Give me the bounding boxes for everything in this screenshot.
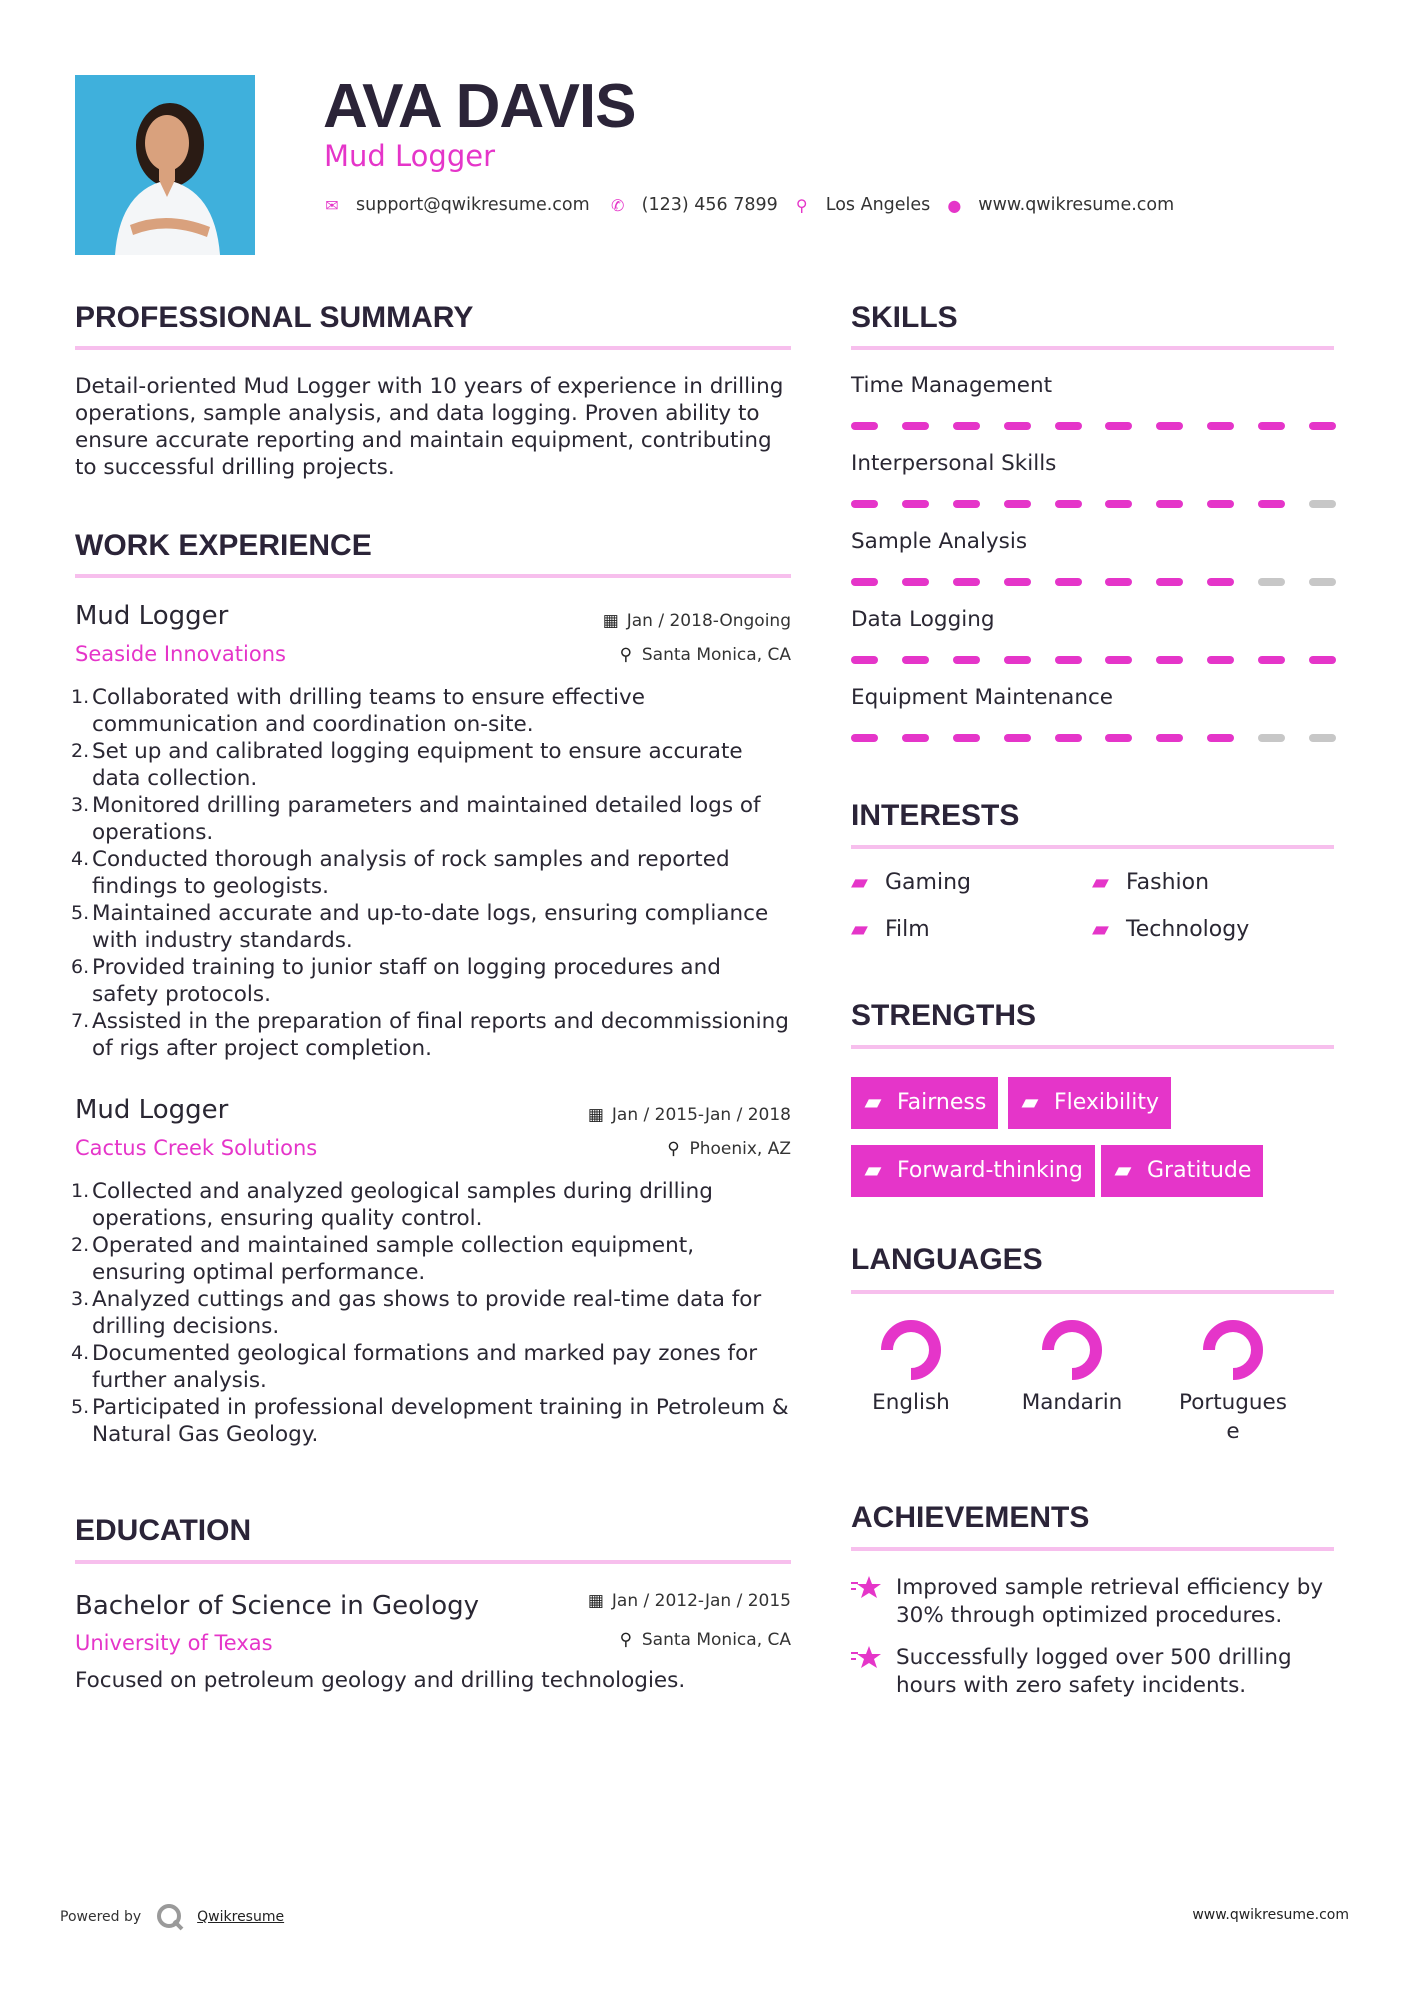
job-title: Mud Logger	[75, 1095, 229, 1125]
job-location-text: Santa Monica, CA	[641, 645, 791, 665]
skill-level-segment	[1055, 734, 1082, 742]
book-icon: ▰	[864, 1158, 882, 1183]
footer-url[interactable]: www.qwikresume.com	[1192, 1907, 1349, 1923]
skill-level-segment	[1105, 578, 1132, 586]
book-icon: ▰	[851, 917, 868, 942]
list-item: Participated in professional development training in Petroleum & Natural Gas Geology.	[92, 1395, 789, 1447]
skill-name: Data Logging	[851, 607, 995, 632]
skill-level-segment	[1207, 656, 1234, 664]
achievements-heading: ACHIEVEMENTS	[851, 1501, 1090, 1534]
skill-level-segment	[1156, 734, 1183, 742]
skill-level-segment	[902, 656, 929, 664]
education-location	[616, 1628, 791, 1652]
skill-level-segment	[851, 578, 878, 586]
job-dates	[601, 609, 791, 633]
strength-label: Flexibility	[1054, 1090, 1159, 1115]
skill-name: Equipment Maintenance	[851, 685, 1113, 710]
list-item: Maintained accurate and up-to-date logs, ensuring compliance with industry standards.	[92, 901, 769, 953]
job-location	[616, 643, 791, 667]
skill-level-segment	[1105, 500, 1132, 508]
brand-link[interactable]: Qwikresume	[197, 1909, 285, 1925]
skill-level-segment	[851, 734, 878, 742]
language-item	[851, 1318, 971, 1417]
skill-level-segment	[953, 734, 980, 742]
book-icon: ▰	[1114, 1158, 1132, 1183]
book-icon: ▰	[1092, 870, 1109, 895]
interest-label: Gaming	[885, 870, 971, 895]
skill-level-segment	[851, 656, 878, 664]
strengths-divider	[851, 1045, 1334, 1049]
skill-name: Interpersonal Skills	[851, 451, 1057, 476]
skill-level-segment	[1156, 422, 1183, 430]
strength-tag	[1008, 1077, 1171, 1129]
job-bullets	[92, 684, 792, 1062]
skill-level-segment	[1055, 422, 1082, 430]
job-dates	[586, 1103, 791, 1127]
skill-level-segment	[1156, 656, 1183, 664]
candidate-role: Mud Logger	[324, 139, 495, 173]
skill-level-segment	[1258, 500, 1285, 508]
strength-tag	[851, 1145, 1095, 1197]
skill-level-segment	[1055, 656, 1082, 664]
skill-level-segment	[1105, 656, 1132, 664]
education-dates-text: Jan / 2012-Jan / 2015	[611, 1591, 791, 1611]
pin-icon: ⚲	[619, 645, 633, 665]
strength-tag	[851, 1077, 998, 1129]
skill-level-segment	[1258, 422, 1285, 430]
skill-level-segment	[1156, 578, 1183, 586]
pin-icon: ⚲	[667, 1139, 680, 1159]
skill-level-bar	[851, 578, 1336, 586]
skill-level-segment	[902, 734, 929, 742]
languages-divider	[851, 1290, 1334, 1294]
skill-level-segment	[902, 500, 929, 508]
skill-level-segment	[1258, 578, 1285, 586]
language-level-ring	[1201, 1318, 1265, 1382]
job-dates-text: Jan / 2015-Jan / 2018	[611, 1105, 791, 1125]
skills-divider	[851, 346, 1334, 350]
skill-level-segment	[1156, 500, 1183, 508]
skill-level-segment	[1258, 656, 1285, 664]
skill-level-bar	[851, 422, 1336, 430]
job-location	[663, 1137, 791, 1161]
language-level-ring	[879, 1318, 943, 1382]
powered-by-label: Powered by	[60, 1909, 142, 1925]
skill-level-segment	[1055, 578, 1082, 586]
strength-label: Forward-thinking	[897, 1158, 1083, 1183]
interest-label: Film	[885, 917, 930, 942]
skill-level-segment	[1004, 656, 1031, 664]
achievement-item	[851, 1644, 1334, 1700]
language-item	[1012, 1318, 1132, 1417]
job-company: Cactus Creek Solutions	[75, 1136, 318, 1160]
skill-level-segment	[1309, 422, 1336, 430]
location-text: Los Angeles	[825, 195, 931, 215]
footer-powered-by	[60, 1902, 284, 1932]
experience-heading: WORK EXPERIENCE	[75, 529, 372, 562]
skill-level-segment	[1309, 578, 1336, 586]
phone-text: (123) 456 7899	[641, 195, 778, 215]
skill-level-segment	[953, 656, 980, 664]
list-item: Conducted thorough analysis of rock samples and reported findings to geologists.	[92, 847, 730, 899]
book-icon: ▰	[1021, 1090, 1039, 1115]
profile-photo	[75, 75, 255, 255]
interest-item	[1092, 869, 1209, 897]
language-level-arc	[887, 1326, 935, 1374]
language-name: Mandarin	[1021, 1390, 1123, 1415]
list-item: Collaborated with drilling teams to ensure effective communication and coordination on-site.	[92, 685, 645, 737]
interests-divider	[851, 845, 1334, 849]
star-burst-icon	[851, 1574, 883, 1602]
skill-level-segment	[1207, 734, 1234, 742]
skill-level-segment	[953, 578, 980, 586]
skill-level-segment	[1207, 422, 1234, 430]
list-item: Assisted in the preparation of final reports and decommissioning of rigs after project completion.	[92, 1009, 789, 1061]
map-pin-icon: ⚲	[795, 195, 808, 215]
skill-level-segment	[1105, 422, 1132, 430]
skill-name: Time Management	[851, 373, 1053, 398]
language-level-arc	[1209, 1326, 1257, 1374]
phone-icon: ✆	[610, 195, 625, 215]
website-link[interactable]: www.qwikresume.com	[978, 195, 1175, 215]
book-icon: ▰	[851, 870, 868, 895]
skill-level-segment	[1207, 500, 1234, 508]
book-icon: ▰	[1092, 917, 1109, 942]
skill-level-segment	[902, 578, 929, 586]
interest-item	[1092, 916, 1249, 944]
envelope-icon: ✉	[325, 195, 339, 215]
email-link[interactable]: support@qwikresume.com	[356, 195, 590, 215]
achievement-text: Improved sample retrieval efficiency by 30% through optimized procedures.	[896, 1575, 1324, 1628]
language-level-arc	[1048, 1326, 1096, 1374]
education-location-text: Santa Monica, CA	[641, 1630, 791, 1650]
skill-level-segment	[1309, 734, 1336, 742]
job-company: Seaside Innovations	[75, 642, 286, 666]
interest-item	[851, 869, 971, 897]
strength-label: Gratitude	[1147, 1158, 1252, 1183]
skill-level-segment	[1004, 422, 1031, 430]
list-item: Analyzed cuttings and gas shows to provide real-time data for drilling decisions.	[92, 1287, 762, 1339]
contact-row	[322, 193, 1174, 217]
skill-level-bar	[851, 656, 1336, 664]
experience-divider	[75, 574, 791, 578]
education-heading: EDUCATION	[75, 1514, 252, 1547]
education-dates	[586, 1589, 791, 1613]
candidate-name: AVA DAVIS	[323, 72, 636, 141]
skill-level-segment	[1004, 500, 1031, 508]
degree-title: Bachelor of Science in Geology	[75, 1591, 480, 1621]
school-name: University of Texas	[75, 1631, 273, 1655]
calendar-icon: ▦	[587, 1591, 604, 1611]
achievement-item	[851, 1574, 1334, 1630]
globe-icon: ●	[947, 195, 962, 215]
list-item: Monitored drilling parameters and maintained detailed logs of operations.	[92, 793, 761, 845]
skill-level-segment	[1258, 734, 1285, 742]
job-title: Mud Logger	[75, 601, 229, 631]
skill-level-segment	[1105, 734, 1132, 742]
achievements-divider	[851, 1547, 1334, 1551]
calendar-icon: ▦	[602, 611, 619, 631]
summary-divider	[75, 346, 791, 350]
portrait-image	[75, 75, 255, 255]
education-description: Focused on petroleum geology and drilling technologies.	[75, 1668, 686, 1693]
skill-level-segment	[1309, 656, 1336, 664]
skill-level-segment	[1004, 578, 1031, 586]
skill-level-segment	[953, 500, 980, 508]
language-item	[1173, 1318, 1293, 1446]
job-dates-text: Jan / 2018-Ongoing	[626, 611, 791, 631]
job-bullets	[92, 1178, 792, 1448]
skill-level-bar	[851, 734, 1336, 742]
interest-item	[851, 916, 930, 944]
skill-level-segment	[1207, 578, 1234, 586]
education-divider	[75, 1560, 791, 1564]
list-item: Operated and maintained sample collection equipment, ensuring optimal performance.	[92, 1233, 695, 1285]
skill-level-segment	[1004, 734, 1031, 742]
strength-tag	[1101, 1145, 1263, 1197]
languages-heading: LANGUAGES	[851, 1243, 1043, 1276]
pin-icon: ⚲	[619, 1630, 633, 1650]
qwikresume-logo-icon	[155, 1902, 185, 1932]
skill-level-bar	[851, 500, 1336, 508]
skill-level-segment	[851, 422, 878, 430]
strengths-heading: STRENGTHS	[851, 999, 1037, 1032]
skill-level-segment	[953, 422, 980, 430]
achievement-text: Successfully logged over 500 drilling hours with zero safety incidents.	[896, 1645, 1292, 1698]
language-level-ring	[1040, 1318, 1104, 1382]
summary-text: Detail-oriented Mud Logger with 10 years of experience in drilling operations, sample analysis, and data logging. Proven ability to ensure accurate reporting and maintain equipment, contributing to successful drilling projects.	[75, 374, 784, 480]
interest-label: Technology	[1126, 917, 1250, 942]
interests-heading: INTERESTS	[851, 799, 1020, 832]
skills-heading: SKILLS	[851, 301, 958, 334]
star-burst-icon	[851, 1644, 883, 1672]
language-name: English	[872, 1390, 950, 1415]
interest-label: Fashion	[1126, 870, 1210, 895]
skill-level-segment	[1055, 500, 1082, 508]
list-item: Documented geological formations and marked pay zones for further analysis.	[92, 1341, 758, 1393]
skill-level-segment	[1309, 500, 1336, 508]
list-item: Provided training to junior staff on logging procedures and safety protocols.	[92, 955, 721, 1007]
list-item: Set up and calibrated logging equipment to ensure accurate data collection.	[92, 739, 743, 791]
list-item: Collected and analyzed geological samples during drilling operations, ensuring quality control.	[92, 1179, 713, 1231]
skill-level-segment	[902, 422, 929, 430]
book-icon: ▰	[864, 1090, 882, 1115]
skill-level-segment	[851, 500, 878, 508]
calendar-icon: ▦	[587, 1105, 604, 1125]
strength-label: Fairness	[897, 1090, 987, 1115]
job-location-text: Phoenix, AZ	[689, 1139, 791, 1159]
summary-heading: PROFESSIONAL SUMMARY	[75, 301, 474, 334]
language-name: Portugues e	[1179, 1390, 1287, 1444]
skill-name: Sample Analysis	[851, 529, 1028, 554]
